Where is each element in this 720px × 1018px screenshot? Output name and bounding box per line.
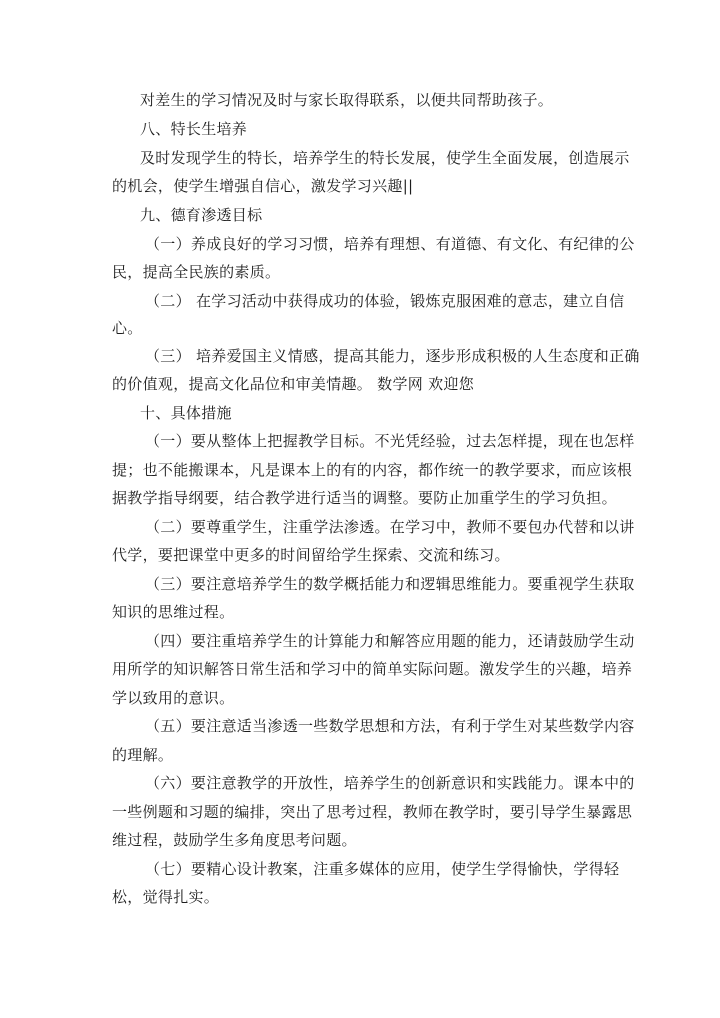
- paragraph-line: 据教学指导纲要，结合教学进行适当的调整。要防止加重学生的学习负担。: [112, 489, 617, 507]
- section-heading: 八、特长生培养: [140, 120, 248, 138]
- paragraph-line: （三）要注意培养学生的数学概括能力和逻辑思维能力。要重视学生获取: [145, 575, 635, 593]
- paragraph-line: 用所学的知识解答日常生活和学习中的简单实际问题。激发学生的兴趣，培养: [112, 660, 633, 678]
- paragraph-line: 一些例题和习题的编排，突出了思考过程，教师在教学时，要引导学生暴露思: [112, 803, 633, 821]
- paragraph-line: 代学，要把课堂中更多的时间留给学生探索、交流和练习。: [112, 546, 510, 564]
- paragraph-line: （一）养成良好的学习习惯，培养有理想、有道德、有文化、有纪律的公: [145, 235, 635, 253]
- paragraph-line: 及时发现学生的特长，培养学生的特长发展，使学生全面发展，创造展示: [140, 149, 630, 167]
- paragraph-line: 的价值观，提高文化品位和审美情趣。 数学网 欢迎您: [112, 375, 475, 393]
- paragraph-line: 的理解。: [112, 746, 174, 764]
- paragraph-line: （四）要注重培养学生的计算能力和解答应用题的能力，还请鼓励学生动: [145, 632, 635, 650]
- paragraph-line: 松，觉得扎实。: [112, 888, 220, 906]
- paragraph-line: （二）要尊重学生，注重学法渗透。在学习中，教师不要包办代替和以讲: [145, 518, 635, 536]
- paragraph-line: 对差生的学习情况及时与家长取得联系，以便共同帮助孩子。: [140, 91, 554, 109]
- paragraph-line: 的机会，使学生增强自信心，激发学习兴趣||: [112, 177, 414, 195]
- paragraph-line: 民，提高全民族的素质。: [112, 263, 281, 281]
- paragraph-line: （七）要精心设计教案，注重多媒体的应用，使学生学得愉快，学得轻: [145, 860, 620, 878]
- section-heading: 九、德育渗透目标: [140, 206, 263, 224]
- paragraph-line: （三） 培养爱国主义情感，提高其能力，逐步形成积极的人生态度和正确: [145, 347, 640, 365]
- paragraph-line: （六）要注意教学的开放性，培养学生的创新意识和实践能力。课本中的: [145, 774, 635, 792]
- paragraph-line: 维过程，鼓励学生多角度思考问题。: [112, 831, 357, 849]
- paragraph-line: （五）要注意适当渗透一些数学思想和方法，有利于学生对某些数学内容: [145, 717, 635, 735]
- paragraph-line: （一）要从整体上把握教学目标。不光凭经验，过去怎样提，现在也怎样: [145, 432, 635, 450]
- paragraph-line: 提；也不能搬课本，凡是课本上的有的内容，都作统一的教学要求，而应该根: [112, 461, 633, 479]
- paragraph-line: （二） 在学习活动中获得成功的体验，锻炼克服困难的意志，建立自信: [145, 292, 625, 310]
- section-heading: 十、具体措施: [140, 404, 232, 422]
- paragraph-line: 心。: [112, 319, 143, 337]
- paragraph-line: 学以致用的意识。: [112, 689, 235, 707]
- paragraph-line: 知识的思维过程。: [112, 603, 235, 621]
